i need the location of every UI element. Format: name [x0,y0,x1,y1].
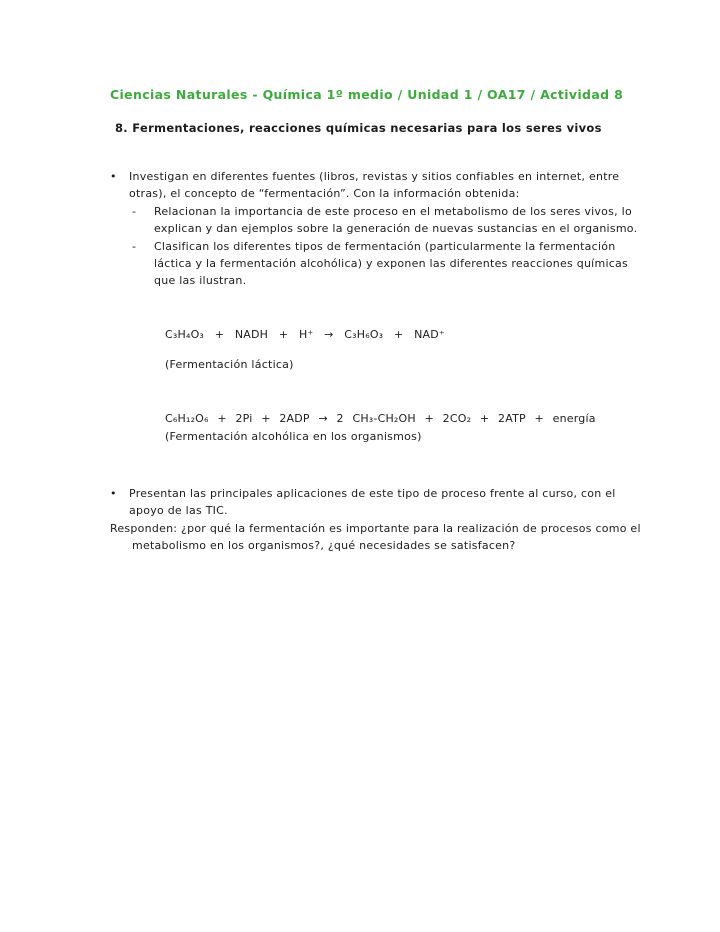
bullet-marker: • [110,170,117,183]
breadcrumb: Ciencias Naturales - Química 1º medio / Unidad 1 / OA17 / Actividad 8 [110,87,624,102]
list-subitem [132,238,644,289]
dash-marker: - [132,240,137,253]
subitem2-text: Clasifican los diferentes tipos de fermentación (particularmente la fermentación láctica y la fermentación alcohólica) y exponen las diferentes reacciones químicas que las ilustran. [154,240,629,287]
lactic-fermentation-equation: C₃H₄O₃ + NADH + H⁺ → C₃H₆O₃ + NAD⁺ [165,328,445,341]
list-item [110,168,644,202]
alcoholic-fermentation-equation: C₆H₁₂O₆ + 2Pi + 2ADP → 2 CH₃-CH₂OH + 2CO₂ + 2ATP + energía [165,412,596,425]
subitem1-text: Relacionan la importancia de este proceso en el metabolismo de los seres vivos, lo explican y dan ejemplos sobre la generación de nuevas sustancias en el organismo. [154,205,638,235]
list-subitem [132,203,644,237]
lactic-fermentation-label: (Fermentación láctica) [165,358,294,371]
bullet1-text: Investigan en diferentes fuentes (libros, revistas y sitios confiables en internet, entre otras), el concepto de “fermentación”. Con la información obtenida: [129,170,620,200]
activity-heading: 8. Fermentaciones, reacciones químicas necesarias para los seres vivos [115,121,602,135]
dash-marker: - [132,205,137,218]
list-item [110,485,644,519]
bullet2-text: Presentan las principales aplicaciones de este tipo de proceso frente al curso, con el apoyo de las TIC. [129,487,616,517]
bullet-marker: • [110,487,117,500]
responden-paragraph: Responden: ¿por qué la fermentación es importante para la realización de procesos como el metabolismo en los organismos?, ¿qué necesidades se satisfacen? [110,522,641,552]
alcoholic-fermentation-label: (Fermentación alcohólica en los organismos) [165,430,422,443]
